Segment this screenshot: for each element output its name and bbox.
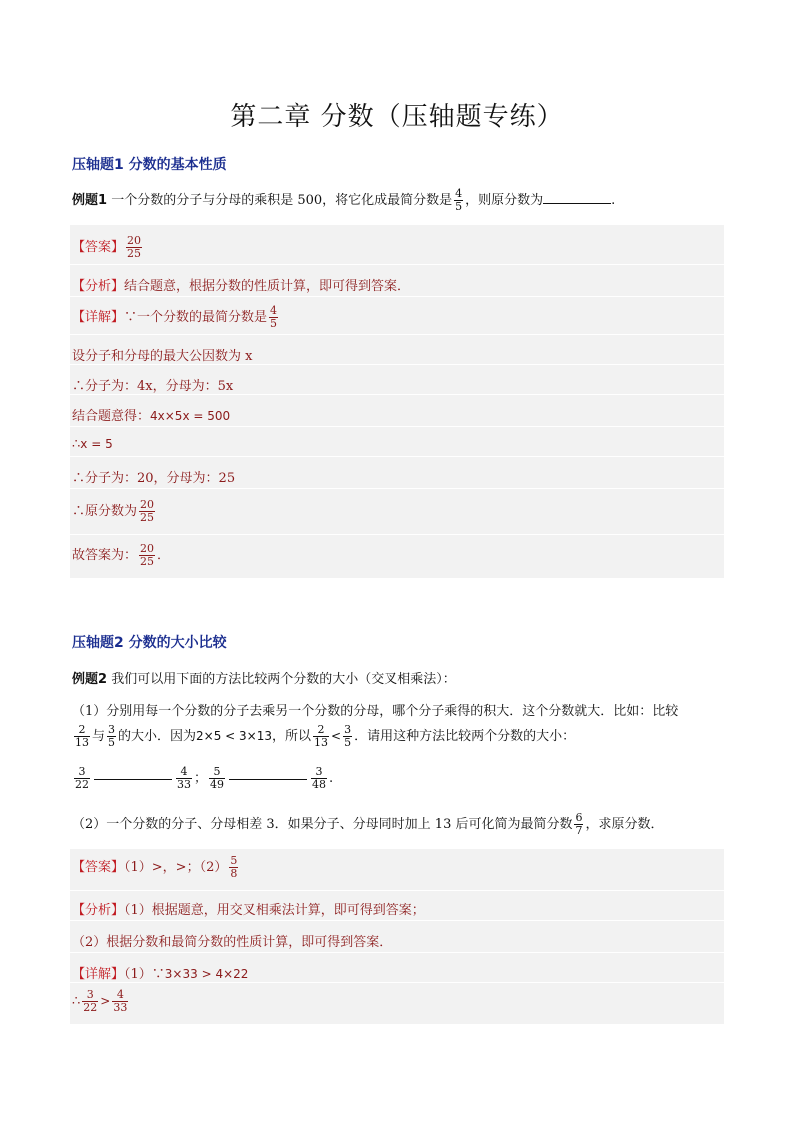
detail-row: ∴原分数为 $\frac{20}{25}$ (70, 488, 724, 535)
example-1-question: 例题1 一个分数的分子与分母的乘积是 500，将它化成最简分数是 $\frac{4}{5}$ ，则原分数为 . (72, 187, 616, 213)
fraction: $\frac{3}{48}$ (312, 765, 327, 791)
detail-row: 【详解】∵一个分数的最简分数是 $\frac{4}{5}$ (70, 296, 724, 335)
answer-row (70, 224, 724, 265)
answer-box-1 (70, 224, 724, 578)
example-2-part1-cont: $\frac{2}{13}$ 与 $\frac{3}{5}$ 的大小．因为2×5 < 3×13，所以 $\frac{2}{13}$ < $\frac{3}{5}$ ．请用这种方法比较两个分数的大小： (75, 723, 576, 749)
fraction: $\frac{6}{7}$ (575, 811, 583, 837)
fraction: $\frac{2}{13}$ (75, 723, 89, 749)
chapter-title: 第二章 分数（压轴题专练） (230, 102, 564, 132)
fraction: $\frac{5}{49}$ (210, 765, 225, 791)
detail-row: 【详解】（1）∵3×33 > 4×22 (70, 952, 724, 983)
fraction: $\frac{4}{33}$ (177, 765, 191, 791)
analysis-tag: 【分析】 (72, 903, 125, 918)
fraction: $\frac{5}{8}$ (230, 854, 238, 880)
detail-tag: 【详解】 (72, 967, 125, 982)
detail-row: 故答案为： $\frac{20}{25}$ ． (70, 534, 724, 579)
detail-row: ∴ $\frac{3}{22}$ > $\frac{4}{33}$ (70, 982, 724, 1025)
fraction: $\frac{4}{5}$ (270, 304, 278, 330)
detail-row: ∴分子为：20，分母为：25 (70, 456, 724, 489)
answer-blank (543, 191, 611, 204)
answer-tag: 【答案】 (72, 860, 125, 875)
fraction: $\frac{4}{33}$ (113, 988, 128, 1014)
answer-blank (229, 778, 307, 780)
fraction: $\frac{20}{25}$ (140, 498, 155, 524)
example-label: 例题2 (72, 672, 108, 687)
fraction: $\frac{4}{5}$ (455, 187, 463, 213)
example-2-intro: 例题2 我们可以用下面的方法比较两个分数的大小（交叉相乘法）： (72, 672, 456, 687)
answer-blank (94, 778, 172, 780)
analysis-row: 【分析】结合题意，根据分数的性质计算，即可得到答案． (70, 264, 724, 297)
section-heading-1: 压轴题1 分数的基本性质 (72, 157, 227, 173)
fraction: $\frac{20}{25}$ (127, 234, 142, 260)
answer-tag: 【答案】 (72, 240, 125, 255)
detail-row: ∴分子为：4x，分母为：5x (70, 364, 724, 395)
analysis-tag: 【分析】 (72, 279, 125, 294)
fraction: $\frac{3}{5}$ (108, 723, 116, 749)
fraction: $\frac{20}{25}$ (140, 542, 155, 568)
fraction: $\frac{3}{22}$ (83, 988, 98, 1014)
fraction: $\frac{2}{13}$ (314, 723, 329, 749)
section-heading-2: 压轴题2 分数的大小比较 (72, 635, 227, 651)
detail-row: 结合题意得：4x×5x = 500 (70, 394, 724, 427)
answer-row: 【答案】（1）>，>；（2） $\frac{5}{8}$ (70, 848, 724, 891)
analysis-row: 【分析】（1）根据题意，用交叉相乘法计算，即可得到答案； (70, 890, 724, 921)
answer-box-2 (70, 848, 724, 1024)
example-2-part1: （1）分别用每一个分数的分子去乘另一个分数的分母，哪个分子乘得的积大．这个分数就大．比如：比较 (72, 704, 679, 719)
fraction: $\frac{3}{5}$ (344, 723, 352, 749)
example-2-compare: $\frac{3}{22}$ $\frac{4}{33}$ ； $\frac{5}{49}$ $\frac{3}{48}$ . (75, 765, 334, 791)
example-label: 例题1 (72, 193, 108, 208)
example-2-part2: （2）一个分数的分子、分母相差 3．如果分子、分母同时加上 13 后可化简为最简分数 $\frac{6}{7}$ ，求原分数． (72, 811, 664, 837)
detail-row: 设分子和分母的最大公因数为 x (70, 334, 724, 365)
fraction: $\frac{3}{22}$ (75, 765, 89, 791)
question-text: 一个分数的分子与分母的乘积是 500，将它化成最简分数是 (111, 193, 453, 208)
question-text: ，则原分数为 (465, 193, 544, 208)
analysis-row: （2）根据分数和最简分数的性质计算，即可得到答案． (70, 920, 724, 953)
detail-row: ∴x = 5 (70, 426, 724, 457)
detail-tag: 【详解】 (72, 310, 125, 325)
